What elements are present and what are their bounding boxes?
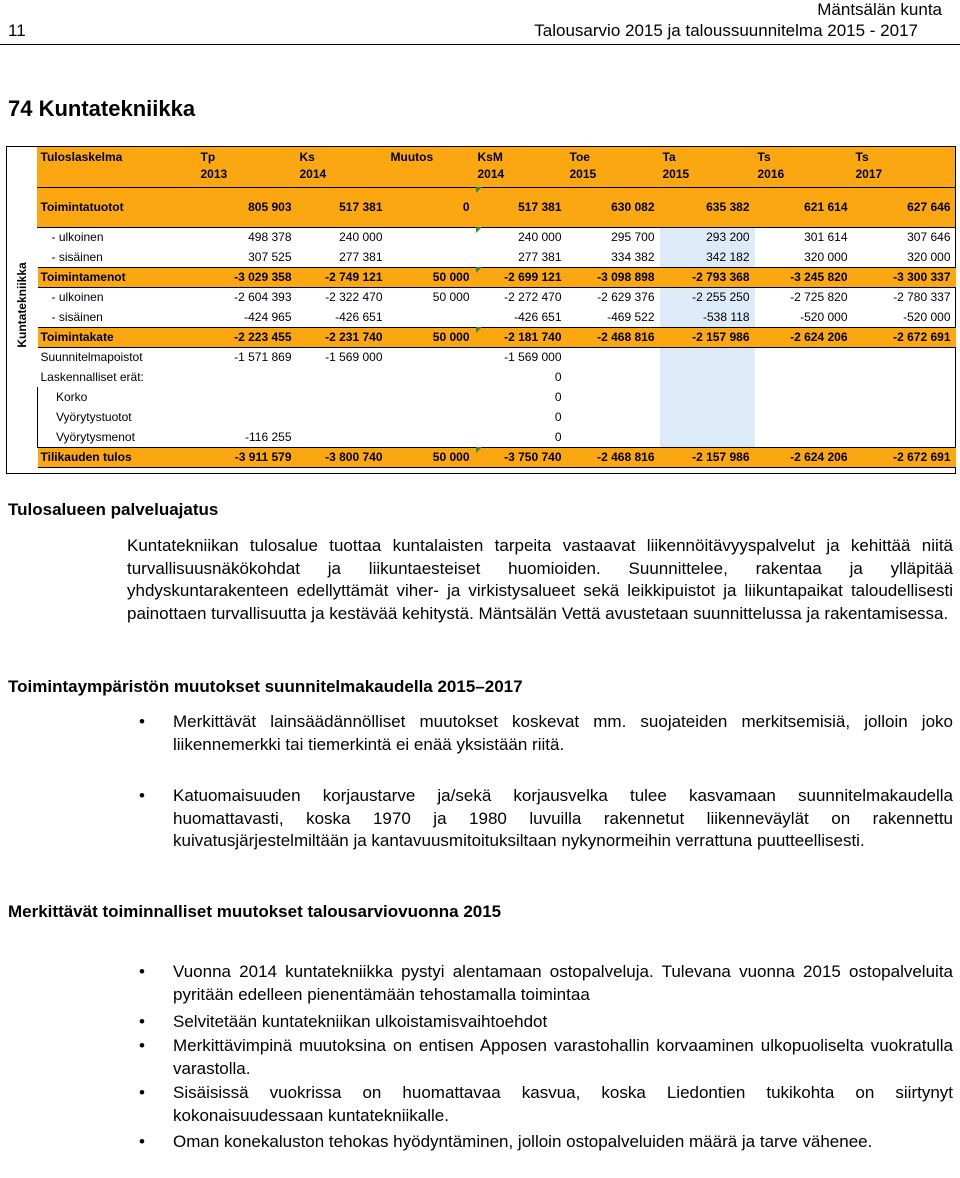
- value-cell: -2 725 820: [790, 290, 848, 305]
- header-cell: 2014: [477, 167, 505, 181]
- value-cell: [388, 227, 475, 247]
- value-cell: 621 614: [804, 200, 848, 214]
- header-cell: Muutos: [390, 150, 434, 164]
- value-cell: -426 651: [335, 309, 383, 324]
- value-cell: -538 118: [660, 307, 755, 327]
- header-cell: Toe: [569, 150, 590, 164]
- header-rule: [0, 44, 960, 45]
- table-row: [38, 387, 956, 407]
- table-row-toimintakate: [38, 327, 956, 347]
- document-title: Talousarvio 2015 ja taloussuunnitelma 2015 - 2017: [534, 21, 918, 40]
- value-cell: [567, 387, 660, 407]
- value-cell: [297, 367, 388, 387]
- value-cell: -2 181 740: [475, 327, 567, 347]
- header-cell: 2013: [200, 167, 228, 181]
- muutokset-bullet: • Selvitetään kuntatekniikan ulkoistamisvaihtoehdot: [173, 1011, 953, 1034]
- value-cell: 517 381: [339, 200, 383, 214]
- header-cell: KsM: [477, 150, 503, 164]
- value-cell: [853, 407, 956, 427]
- value-cell: -2 749 121: [297, 267, 388, 287]
- value-cell: [660, 347, 755, 367]
- value-cell: [388, 347, 475, 367]
- header-cell: 2016: [757, 167, 785, 181]
- value-cell: -2 629 376: [597, 290, 655, 305]
- row-label: - sisäinen: [51, 309, 103, 324]
- row-label: Tilikauden tulos: [38, 447, 198, 467]
- section-title: 74 Kuntatekniikka: [8, 96, 196, 121]
- value-cell: [297, 387, 388, 407]
- muutokset-bullet: • Sisäisissä vuokrissa on huomattavaa kasvua, koska Liedontien tukikohta on siirtynyt kokonaisuudessaan kuntatekniikalle.: [173, 1082, 953, 1127]
- value-cell: 295 700: [611, 230, 655, 244]
- ymparisto-bullet: • Katuomaisuuden korjaustarve ja/sekä korjausvelka tulee kasvamaan suunnitelmakaudella huomattavasti, koska 1970 ja 1980 luvuilla rakennetut liikenneväylät on rakennettu kuivatusjärjestelmiltään ja kantavuusmitoituksiltaan nykynormeihin verrattuna puutteellisesti.: [173, 785, 953, 853]
- value-cell: [297, 427, 388, 447]
- comment-marker: [476, 227, 482, 233]
- value-cell: -116 255: [245, 429, 292, 444]
- value-cell: 50 000: [388, 327, 475, 347]
- value-cell: -2 157 986: [660, 327, 755, 347]
- table-row: [38, 287, 956, 307]
- table-row: [38, 227, 956, 247]
- value-cell: [567, 407, 660, 427]
- page-number: 11: [8, 21, 26, 40]
- value-cell: [755, 427, 853, 447]
- table-row: [38, 427, 956, 447]
- value-cell: [198, 387, 297, 407]
- value-cell: 307 525: [248, 249, 292, 264]
- value-cell: [660, 407, 755, 427]
- value-cell: -2 624 206: [755, 327, 853, 347]
- row-label: - ulkoinen: [51, 230, 104, 244]
- value-cell: 240 000: [518, 230, 562, 244]
- row-label: Toimintakate: [38, 327, 198, 347]
- value-cell: 50 000: [388, 267, 475, 287]
- value-cell: [755, 367, 853, 387]
- value-cell: -2 672 691: [853, 327, 956, 347]
- value-cell: 277 381: [339, 249, 383, 264]
- muutokset-heading: Merkittävät toiminnalliset muutokset talousarviovuonna 2015: [8, 902, 502, 921]
- value-cell: -2 223 455: [198, 327, 297, 347]
- table-row-toimintatuotot: [38, 187, 956, 227]
- value-cell: 0: [554, 370, 562, 384]
- value-cell: [198, 407, 297, 427]
- value-cell: -2 793 368: [660, 267, 755, 287]
- value-cell: [853, 387, 956, 407]
- value-cell: 627 646: [907, 200, 951, 214]
- muutokset-bullet: • Vuonna 2014 kuntatekniikka pystyi alentamaan ostopalveluja. Tulevana vuonna 2015 ostopalveluita pyritään edelleen pienentämään tehostamalla toimintaa: [173, 961, 953, 1006]
- value-cell: 635 382: [706, 200, 750, 214]
- muutokset-bullet: • Merkittävimpinä muutoksina on entisen Apposen varastohallin korvaaminen ulkopuoliselta vuokratulla varastolla.: [173, 1035, 953, 1080]
- header-cell: 2015: [662, 167, 690, 181]
- value-cell: 240 000: [339, 230, 383, 244]
- header-cell: Ts: [757, 150, 771, 164]
- header-cell: Ks: [299, 150, 315, 164]
- value-cell: -2 322 470: [325, 290, 383, 305]
- header-cell: Tuloslaskelma: [40, 150, 123, 164]
- value-cell: 307 646: [907, 230, 951, 244]
- row-label: - sisäinen: [51, 249, 103, 264]
- value-cell: 517 381: [518, 200, 562, 214]
- value-cell: -520 000: [800, 309, 848, 324]
- table-row-toimintamenot: [38, 267, 956, 287]
- value-cell: [388, 307, 475, 327]
- header-cell: 2015: [569, 167, 597, 181]
- row-label: Vyörytystuotot: [38, 407, 198, 427]
- value-cell: -2 157 986: [660, 447, 755, 467]
- value-cell: -3 098 898: [567, 267, 660, 287]
- value-cell: [660, 387, 755, 407]
- header-separator: [37, 227, 955, 228]
- value-cell: 0: [554, 390, 562, 404]
- value-cell: 301 614: [804, 230, 848, 244]
- value-cell: -2 604 393: [234, 290, 292, 305]
- value-cell: -2 672 691: [853, 447, 956, 467]
- row-label: Laskennalliset erät:: [40, 370, 144, 384]
- header-cell: Tp: [200, 150, 216, 164]
- value-cell: 50 000: [432, 290, 470, 305]
- value-cell: -3 750 740: [475, 447, 567, 467]
- row-label: - ulkoinen: [51, 290, 104, 305]
- table-row: [38, 247, 956, 267]
- value-cell: -2 272 470: [504, 290, 562, 305]
- row-label: Suunnitelmapoistot: [40, 350, 143, 365]
- comment-marker: [476, 327, 482, 333]
- value-cell: [755, 387, 853, 407]
- value-cell: [567, 427, 660, 447]
- row-label: Toimintamenot: [38, 267, 198, 287]
- value-cell: [388, 367, 475, 387]
- table-row-tilikauden-tulos: [38, 447, 956, 467]
- value-cell: 334 382: [611, 249, 655, 264]
- value-cell: 320 000: [804, 249, 848, 264]
- value-cell: 498 378: [248, 230, 292, 244]
- header-cell: [38, 167, 198, 187]
- ymparisto-heading: Toimintaympäristön muutokset suunnitelmakaudella 2015–2017: [8, 677, 523, 696]
- value-cell: 0: [554, 410, 562, 424]
- value-cell: [297, 407, 388, 427]
- palveluajatus-heading: Tulosalueen palveluajatus: [8, 500, 219, 519]
- value-cell: -2 624 206: [755, 447, 853, 467]
- value-cell: -1 571 869: [234, 350, 292, 365]
- value-cell: [567, 367, 660, 387]
- row-label: Korko: [38, 387, 198, 407]
- value-cell: [660, 427, 755, 447]
- ymparisto-bullet: • Merkittävät lainsäädännölliset muutokset koskevat mm. suojateiden merkitsemisiä, jolloin joko liikennemerkki tai tiemerkintä ei enää yksistään riitä.: [173, 711, 953, 756]
- comment-marker: [476, 267, 482, 273]
- value-cell: 320 000: [907, 249, 951, 264]
- table-row: [38, 307, 956, 327]
- value-cell: [198, 367, 297, 387]
- row-label: Toimintatuotot: [40, 200, 124, 214]
- value-cell: -3 029 358: [198, 267, 297, 287]
- value-cell: 293 200: [660, 227, 755, 247]
- comment-marker: [476, 447, 482, 453]
- header-separator: [37, 187, 955, 188]
- value-cell: -520 000: [903, 309, 951, 324]
- side-label: Kuntatekniikka: [15, 262, 29, 348]
- header-cell: [388, 167, 475, 187]
- value-cell: 50 000: [388, 447, 475, 467]
- value-cell: -2 780 337: [893, 290, 951, 305]
- value-cell: -2 255 250: [660, 287, 755, 307]
- value-cell: 342 182: [660, 247, 755, 267]
- value-cell: [388, 247, 475, 267]
- header-row-years: [38, 167, 956, 187]
- value-cell: [388, 407, 475, 427]
- value-cell: -3 800 740: [297, 447, 388, 467]
- value-cell: -2 468 816: [567, 447, 660, 467]
- comment-marker: [476, 187, 482, 193]
- value-cell: [755, 347, 853, 367]
- value-cell: [660, 367, 755, 387]
- value-cell: 0: [554, 429, 562, 444]
- value-cell: 630 082: [611, 200, 655, 214]
- financial-table: [37, 147, 956, 468]
- side-column: [7, 147, 37, 473]
- organization-name: Mäntsälän kunta: [817, 0, 942, 19]
- header-cell: 2017: [855, 167, 883, 181]
- value-cell: -3 245 820: [755, 267, 853, 287]
- value-cell: [853, 347, 956, 367]
- header-row-labels: [38, 147, 956, 167]
- table-row: [38, 347, 956, 367]
- header-cell: Ta: [662, 150, 676, 164]
- value-cell: 805 903: [248, 200, 292, 214]
- income-statement-table: [6, 146, 956, 474]
- value-cell: -2 699 121: [475, 267, 567, 287]
- header-cell: Ts: [855, 150, 869, 164]
- value-cell: -1 569 000: [325, 350, 383, 365]
- value-cell: [388, 427, 475, 447]
- value-cell: [567, 347, 660, 367]
- value-cell: -3 300 337: [853, 267, 956, 287]
- row-label: Vyörytysmenot: [38, 427, 198, 447]
- value-cell: 0: [462, 200, 470, 214]
- header-cell: 2014: [299, 167, 327, 181]
- value-cell: [388, 387, 475, 407]
- value-cell: [853, 427, 956, 447]
- value-cell: -2 468 816: [567, 327, 660, 347]
- palveluajatus-text: Kuntatekniikan tulosalue tuottaa kuntalaisten tarpeita vastaavat liikennöitävyyspalvelut ja kehittää niitä turvallisuusnäkökohdat ja liikuntaesteiset huomioiden. Suunnittelee, rakentaa ja ylläpitää yhdyskuntarakenteen edellyttämät viher- ja virkistysalueet sekä leikkipuistot ja liikuntapaikat taloudellisesti painottaen turvallisuutta ja kestävää kehitystä. Mäntsälän Vettä avustetaan suunnittelussa ja rakentamisessa.: [127, 536, 953, 623]
- value-cell: -424 965: [244, 309, 292, 324]
- value-cell: -3 911 579: [198, 447, 297, 467]
- table-row: [38, 407, 956, 427]
- value-cell: [853, 367, 956, 387]
- table-row: [38, 367, 956, 387]
- value-cell: [755, 407, 853, 427]
- value-cell: -426 651: [514, 309, 562, 324]
- muutokset-bullet: • Oman konekaluston tehokas hyödyntäminen, jolloin ostopalveluiden määrä ja tarve vähenee.: [173, 1131, 953, 1154]
- value-cell: -2 231 740: [297, 327, 388, 347]
- value-cell: 277 381: [518, 249, 562, 264]
- value-cell: -469 522: [607, 309, 655, 324]
- value-cell: -1 569 000: [504, 350, 562, 365]
